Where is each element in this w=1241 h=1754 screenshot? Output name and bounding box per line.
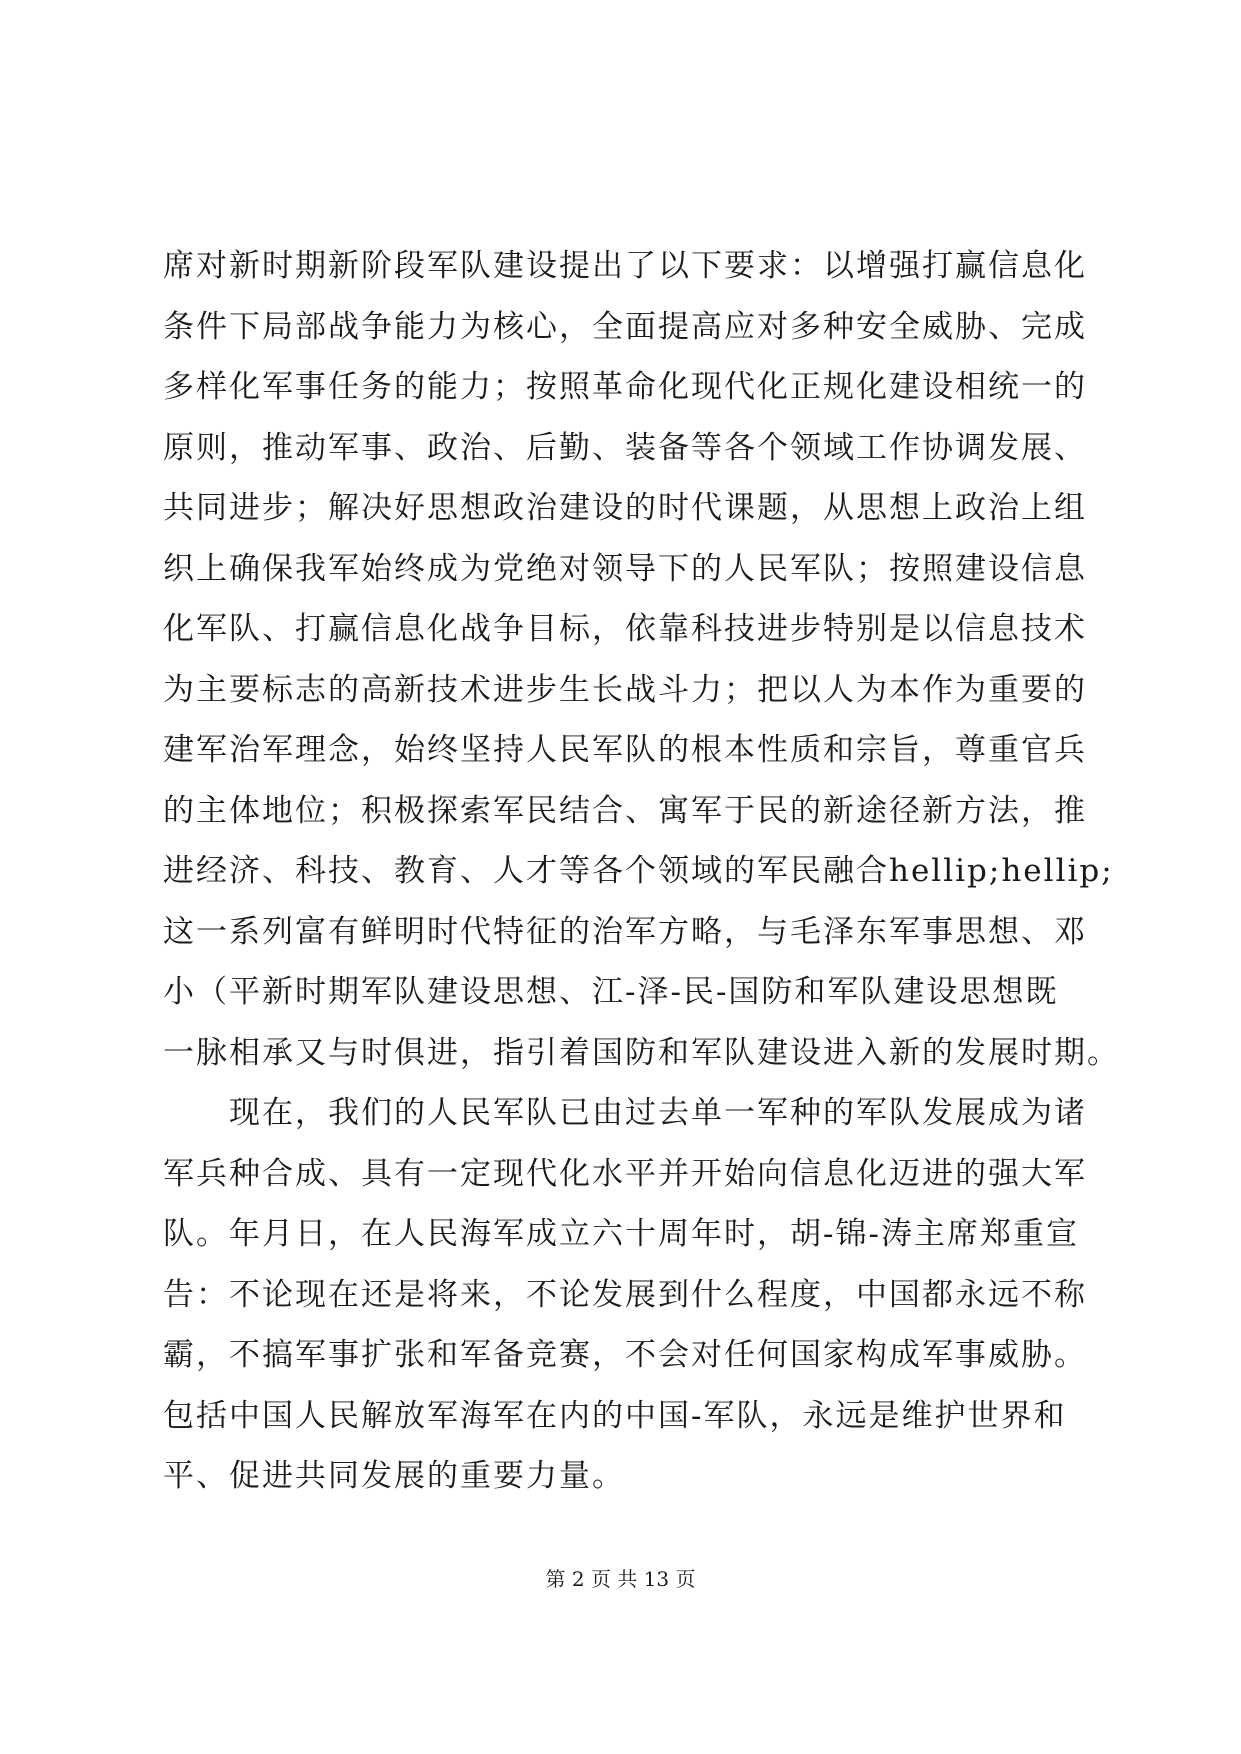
text-line: 告：不论现在还是将来，不论发展到什么程度，中国都永远不称 <box>163 1276 1087 1313</box>
text-line: 多样化军事任务的能力；按照革命化现代化正规化建设相统一的 <box>163 369 1087 405</box>
text-line: 织上确保我军始终成为党绝对领导下的人民军队；按照建设信息 <box>163 550 1087 587</box>
text-line: 包括中国人民解放军海军在内的中国-军队，永远是维护世界和 <box>163 1397 1067 1434</box>
text-line: 建军治军理念，始终坚持人民军队的根本性质和宗旨，尊重官兵 <box>163 732 1087 768</box>
page-number: 第 2 页 共 13 页 <box>545 1567 696 1591</box>
text-line: 现在，我们的人民军队已由过去单一军种的军队发展成为诸 <box>163 1095 1087 1131</box>
page-footer <box>0 1563 1241 1592</box>
text-line: 平、促进共同发展的重要力量。 <box>163 1458 625 1494</box>
text-line: 原则，推动军事、政治、后勤、装备等各个领域工作协调发展、 <box>163 429 1087 466</box>
text-line: 化军队、打赢信息化战争目标，依靠科技进步特别是以信息技术 <box>163 611 1087 647</box>
text-line: 进经济、科技、教育、人才等各个领域的军民融合hellip;hellip; <box>163 853 1114 889</box>
text-line: 为主要标志的高新技术进步生长战斗力；把以人为本作为重要的 <box>163 671 1087 708</box>
document-body <box>163 236 1120 1507</box>
text-line: 共同进步；解决好思想政治建设的时代课题，从思想上政治上组 <box>163 490 1087 526</box>
text-line: 的主体地位；积极探索军民结合、寓军于民的新途径新方法，推 <box>163 792 1087 829</box>
text-line: 条件下局部战争能力为核心，全面提高应对多种安全威胁、完成 <box>163 308 1087 345</box>
text-line: 这一系列富有鲜明时代特征的治军方略，与毛泽东军事思想、邓 <box>163 913 1087 950</box>
text-line: 小（平新时期军队建设思想、江-泽-民-国防和军队建设思想既 <box>163 974 1059 1010</box>
text-line: 队。年月日，在人民海军成立六十周年时，胡-锦-涛主席郑重宣 <box>163 1216 1079 1252</box>
text-line: 霸，不搞军事扩张和军备竞赛，不会对任何国家构成军事威胁。 <box>163 1337 1087 1373</box>
text-line: 席对新时期新阶段军队建设提出了以下要求：以增强打赢信息化 <box>163 248 1087 284</box>
text-line: 一脉相承又与时俱进，指引着国防和军队建设进入新的发展时期。 <box>163 1034 1120 1071</box>
text-line: 军兵种合成、具有一定现代化水平并开始向信息化迈进的强大军 <box>163 1155 1087 1192</box>
